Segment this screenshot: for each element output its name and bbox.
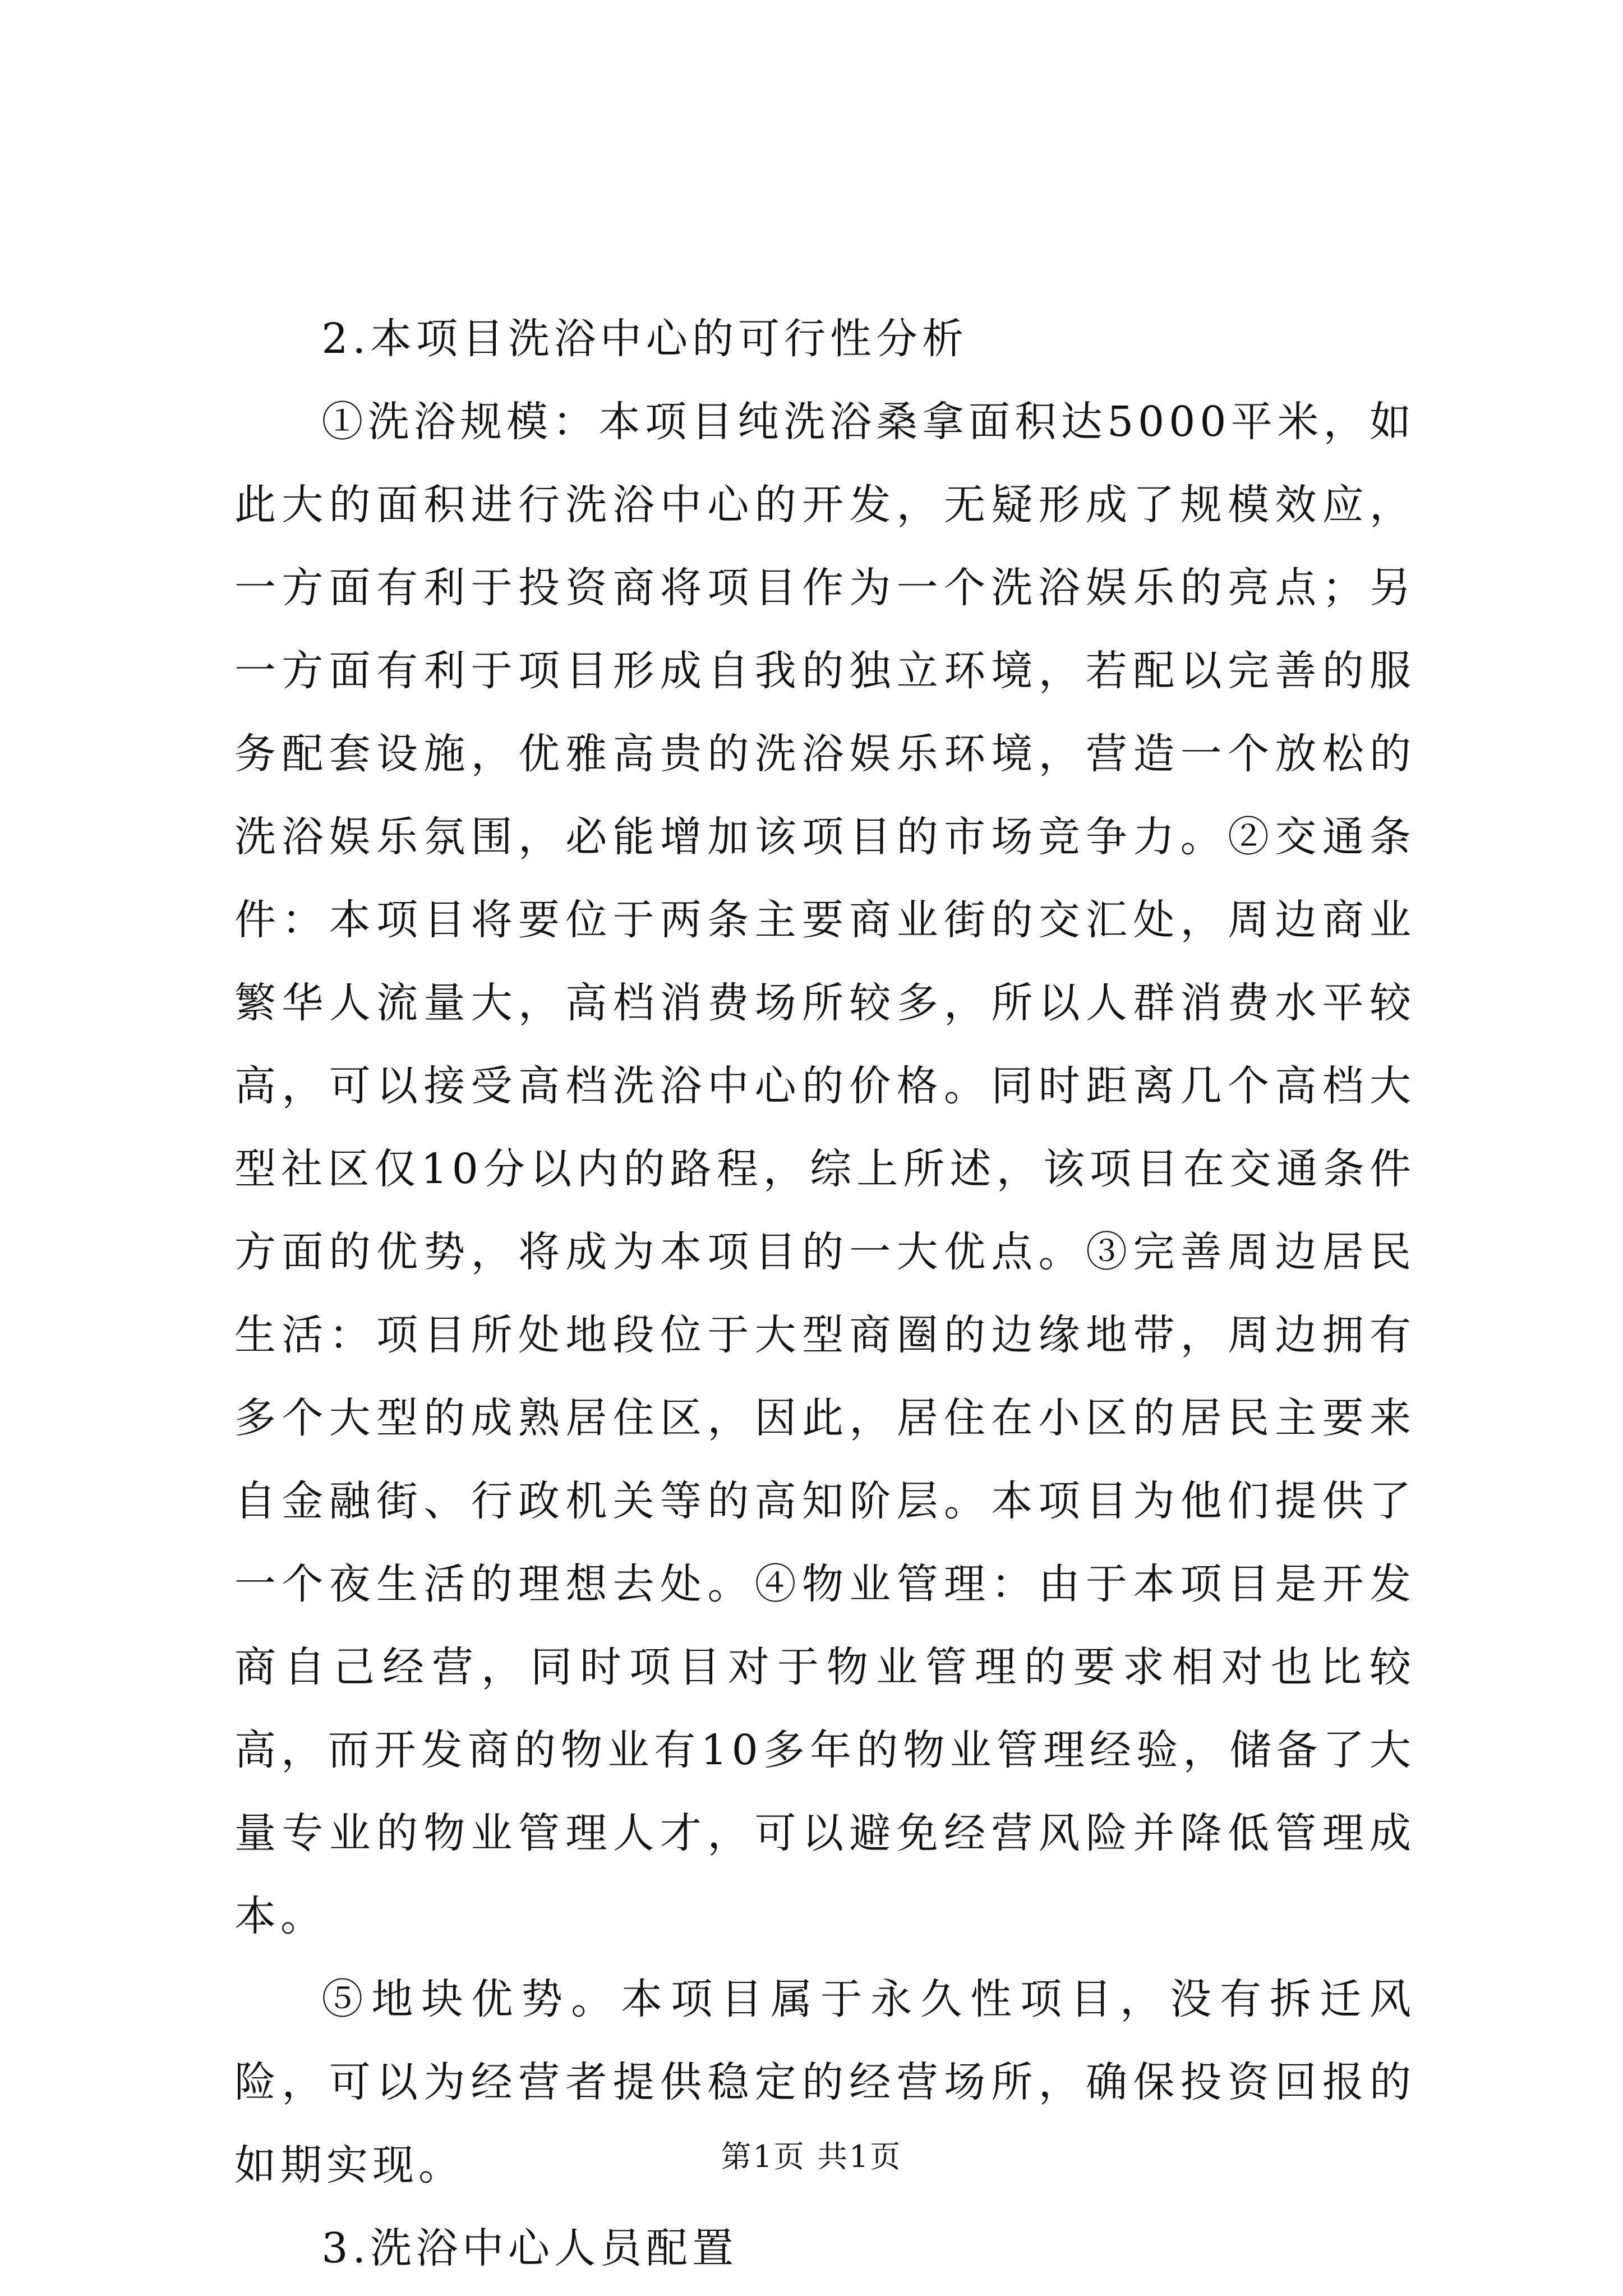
document-body xyxy=(234,297,1415,2290)
body-paragraph-land-advantage: ⑤地块优势。本项目属于永久性项目，没有拆迁风险，可以为经营者提供稳定的经营场所，确保投资回报的如期实现。 xyxy=(234,1975,1415,2189)
section-heading-feasibility: 2.本项目洗浴中心的可行性分析 xyxy=(321,315,968,363)
page-footer: 第1页 共1页 xyxy=(721,2139,902,2174)
section-heading-staffing: 3.洗浴中心人员配置 xyxy=(321,2224,738,2272)
body-paragraph-analysis: ①洗浴规模：本项目纯洗浴桑拿面积达5000平米，如此大的面积进行洗浴中心的开发，无疑形成了规模效应，一方面有利于投资商将项目作为一个洗浴娱乐的亮点；另一方面有利于项目形成自我的独立环境，若配以完善的服务配套设施，优雅高贵的洗浴娱乐环境，营造一个放松的洗浴娱乐氛围，必能增加该项目的市场竞争力。②交通条件：本项目将要位于两条主要商业街的交汇处，周边商业繁华人流量大，高档消费场所较多，所以人群消费水平较高，可以接受高档洗浴中心的价格。同时距离几个高档大型社区仅10分以内的路程，综上所述，该项目在交通条件方面的优势，将成为本项目的一大优点。③完善周边居民生活：项目所处地段位于大型商圈的边缘地带，周边拥有多个大型的成熟居住区，因此，居住在小区的居民主要来自金融街、行政机关等的高知阶层。本项目为他们提供了一个夜生活的理想去处。④物业管理：由于本项目是开发商自己经营，同时项目对于物业管理的要求相对也比较高，而开发商的物业有10多年的物业管理经验，储备了大量专业的物业管理人才，可以避免经营风险并降低管理成本。 xyxy=(234,398,1415,1940)
